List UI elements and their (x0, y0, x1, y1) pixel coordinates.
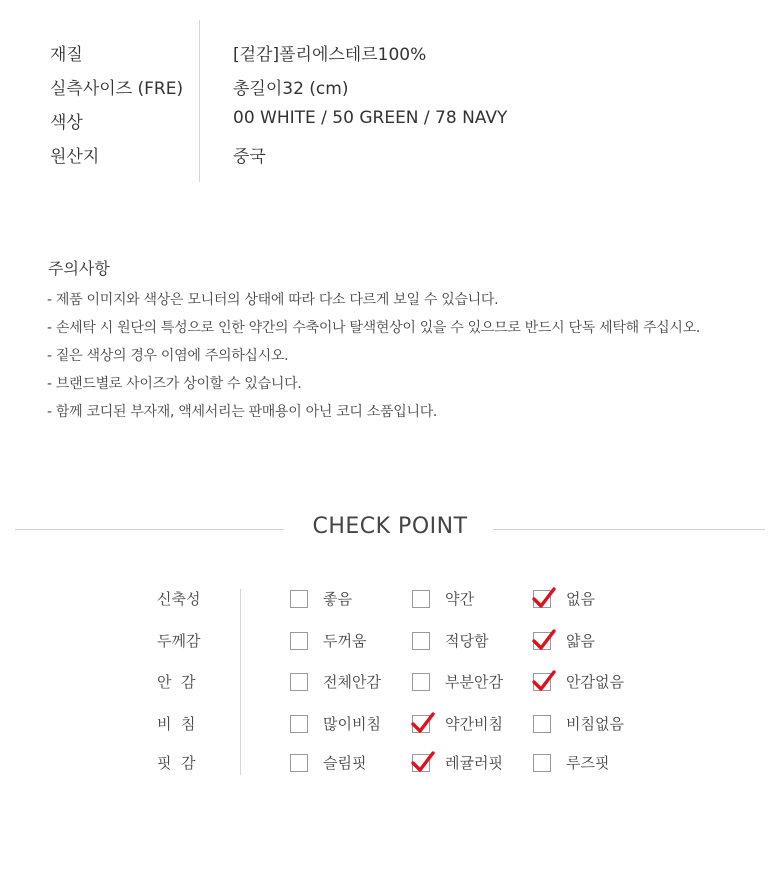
checkpoint-row-label: 안 감 (157, 673, 196, 691)
checkpoint-row (0, 667, 780, 697)
spec-value: [겉감]폴리에스테르100% (233, 45, 427, 65)
spec-table (0, 20, 780, 182)
checked-checkbox (412, 715, 430, 733)
checked-checkbox (533, 673, 551, 691)
notice-line: - 함께 코디된 부자재, 액세서리는 판매용이 아닌 코디 소품입니다. (47, 404, 438, 420)
checkpoint-row (0, 626, 780, 656)
notice-section (47, 258, 767, 426)
checkpoint-row (0, 748, 780, 778)
checkpoint-grid (0, 580, 780, 776)
checkpoint-option-label: 슬림핏 (323, 754, 367, 772)
checked-checkbox (412, 754, 430, 772)
checkpoint-option-label: 루즈핏 (566, 754, 610, 772)
checkmark-icon (411, 751, 435, 775)
spec-row-material (0, 40, 780, 74)
checkpoint-option-label: 없음 (566, 590, 595, 608)
checkbox (533, 715, 551, 733)
checkpoint-title: CHECK POINT (312, 514, 468, 539)
checkpoint-option-label: 비침없음 (566, 715, 624, 733)
checkpoint-rule-left (15, 529, 284, 530)
checkpoint-row-label: 두께감 (157, 632, 201, 650)
spec-label: 재질 (50, 45, 83, 65)
checkpoint-header (0, 512, 780, 548)
checkmark-icon (532, 587, 556, 611)
checkpoint-option-label: 두꺼움 (323, 632, 367, 650)
spec-value: 중국 (233, 147, 266, 167)
checkbox (290, 715, 308, 733)
checkpoint-option-label: 약간비침 (445, 715, 503, 733)
notice-line: - 손세탁 시 원단의 특성으로 인한 약간의 수축이나 탈색현상이 있을 수 있으므로 반드시 단독 세탁해 주십시오. (47, 320, 701, 336)
checkbox (412, 673, 430, 691)
checkbox (290, 590, 308, 608)
checkpoint-option-label: 부분안감 (445, 673, 503, 691)
spec-row-size (0, 74, 780, 108)
checkpoint-option-label: 안감없음 (566, 673, 624, 691)
checkbox (290, 673, 308, 691)
checkpoint-option-label: 적당함 (445, 632, 489, 650)
notice-line: - 짙은 색상의 경우 이염에 주의하십시오. (47, 348, 289, 364)
checkmark-icon (411, 712, 435, 736)
checkbox (412, 632, 430, 650)
checkpoint-option-label: 많이비침 (323, 715, 381, 733)
spec-label: 원산지 (50, 147, 100, 167)
checkpoint-row (0, 584, 780, 614)
checkpoint-row-label: 비 침 (157, 715, 196, 733)
notice-line: - 제품 이미지와 색상은 모니터의 상태에 따라 다소 다르게 보일 수 있습니다. (47, 292, 499, 308)
checkpoint-rule-right (493, 529, 765, 530)
notice-title: 주의사항 (48, 259, 110, 278)
checkpoint-option-label: 레귤러핏 (445, 754, 503, 772)
spec-label: 실측사이즈 (FRE) (50, 79, 184, 99)
checkpoint-row-label: 신축성 (157, 590, 201, 608)
spec-value: 00 WHITE / 50 GREEN / 78 NAVY (233, 108, 508, 128)
checkpoint-row-label: 핏 감 (157, 754, 196, 772)
checkbox (290, 632, 308, 650)
spec-row-color (0, 108, 780, 142)
checkbox (290, 754, 308, 772)
checkbox (533, 754, 551, 772)
checkbox (412, 590, 430, 608)
checkmark-icon (532, 629, 556, 653)
checkpoint-option-label: 약간 (445, 590, 474, 608)
spec-label: 색상 (50, 113, 83, 133)
checkpoint-option-label: 얇음 (566, 632, 595, 650)
checked-checkbox (533, 590, 551, 608)
checkpoint-row (0, 709, 780, 739)
notice-line: - 브랜드별로 사이즈가 상이할 수 있습니다. (47, 376, 302, 392)
checkmark-icon (532, 670, 556, 694)
checkpoint-option-label: 전체안감 (323, 673, 381, 691)
checked-checkbox (533, 632, 551, 650)
checkpoint-option-label: 좋음 (323, 590, 352, 608)
spec-row-origin (0, 142, 780, 176)
spec-value: 총길이32 (cm) (233, 79, 349, 99)
